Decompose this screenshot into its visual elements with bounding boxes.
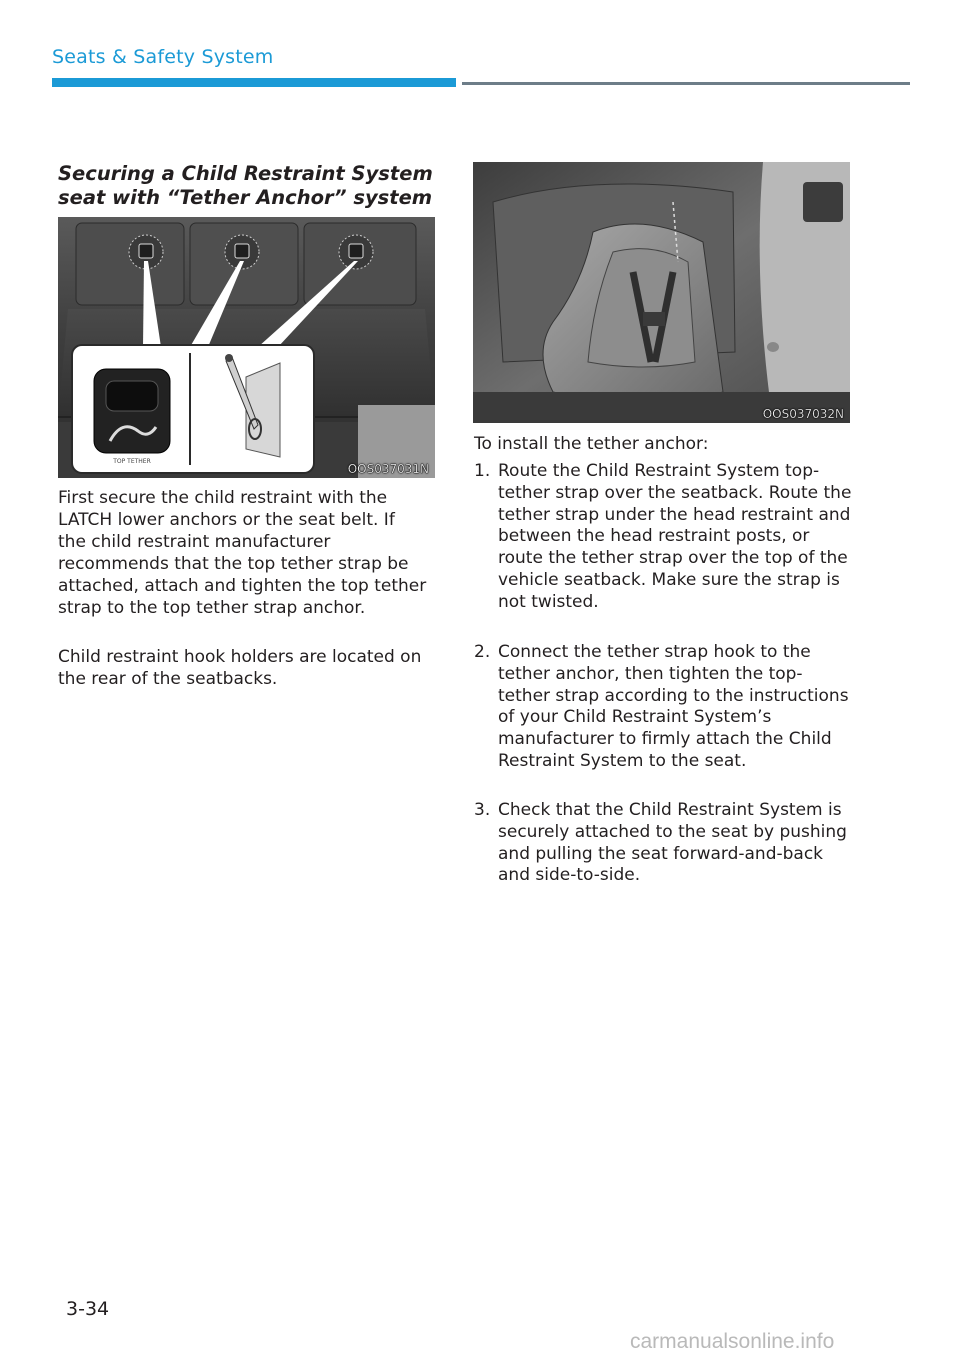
step-text: Connect the tether strap hook to the tether anchor, then tighten the top-tether strap according to the instructions of your Child Restraint System’s manufacturer to firmly attach the Child Restraint System to the seat.: [498, 642, 849, 771]
step-text: Route the Child Restraint System top-tether strap over the seatback. Route the tether strap under the head restraint and between the head restraint posts, or route the tether strap over the top of the vehicle seatback. Make sure the strap is not twisted.: [498, 461, 852, 612]
callout-label: TOP TETHER: [113, 458, 151, 465]
header-accent-bar: [52, 78, 456, 87]
tether-anchor-figure: [58, 217, 435, 478]
paragraph-secure-restraint: First secure the child restraint with the LATCH lower anchors or the seat belt. If the child restraint manufacturer recommends that the top tether strap be attached, attach and tighten the top tether strap to the top tether strap anchor.: [58, 488, 427, 618]
cargo-area-illustration: [58, 217, 435, 478]
section-title: Seats & Safety System: [52, 46, 274, 68]
step-number: 3.: [474, 800, 491, 820]
step-text: Check that the Child Restraint System is securely attached to the seat by pushing and pulling the seat forward-and-back and side-to-side.: [498, 800, 847, 886]
heading-line-2: seat with “Tether Anchor” system: [58, 186, 433, 209]
step-number: 2.: [474, 642, 491, 662]
install-step: [474, 642, 854, 773]
install-step: [474, 800, 854, 887]
install-step: [474, 461, 854, 614]
install-intro: To install the tether anchor:: [474, 434, 709, 454]
figure-code: OOS037032N: [762, 407, 844, 421]
watermark: carmanualsonline.info: [630, 1330, 835, 1353]
page-number: 3-34: [66, 1298, 110, 1320]
heading-line-1: Securing a Child Restraint System: [58, 162, 433, 185]
subsection-heading: [58, 162, 438, 210]
figure-code: OOS037031N: [347, 462, 429, 476]
header-divider: [462, 82, 910, 85]
child-seat-illustration: [473, 162, 850, 423]
paragraph-hook-holders: Child restraint hook holders are located on the rear of the seatbacks.: [58, 647, 422, 689]
step-number: 1.: [474, 461, 491, 481]
child-seat-figure: [473, 162, 850, 423]
